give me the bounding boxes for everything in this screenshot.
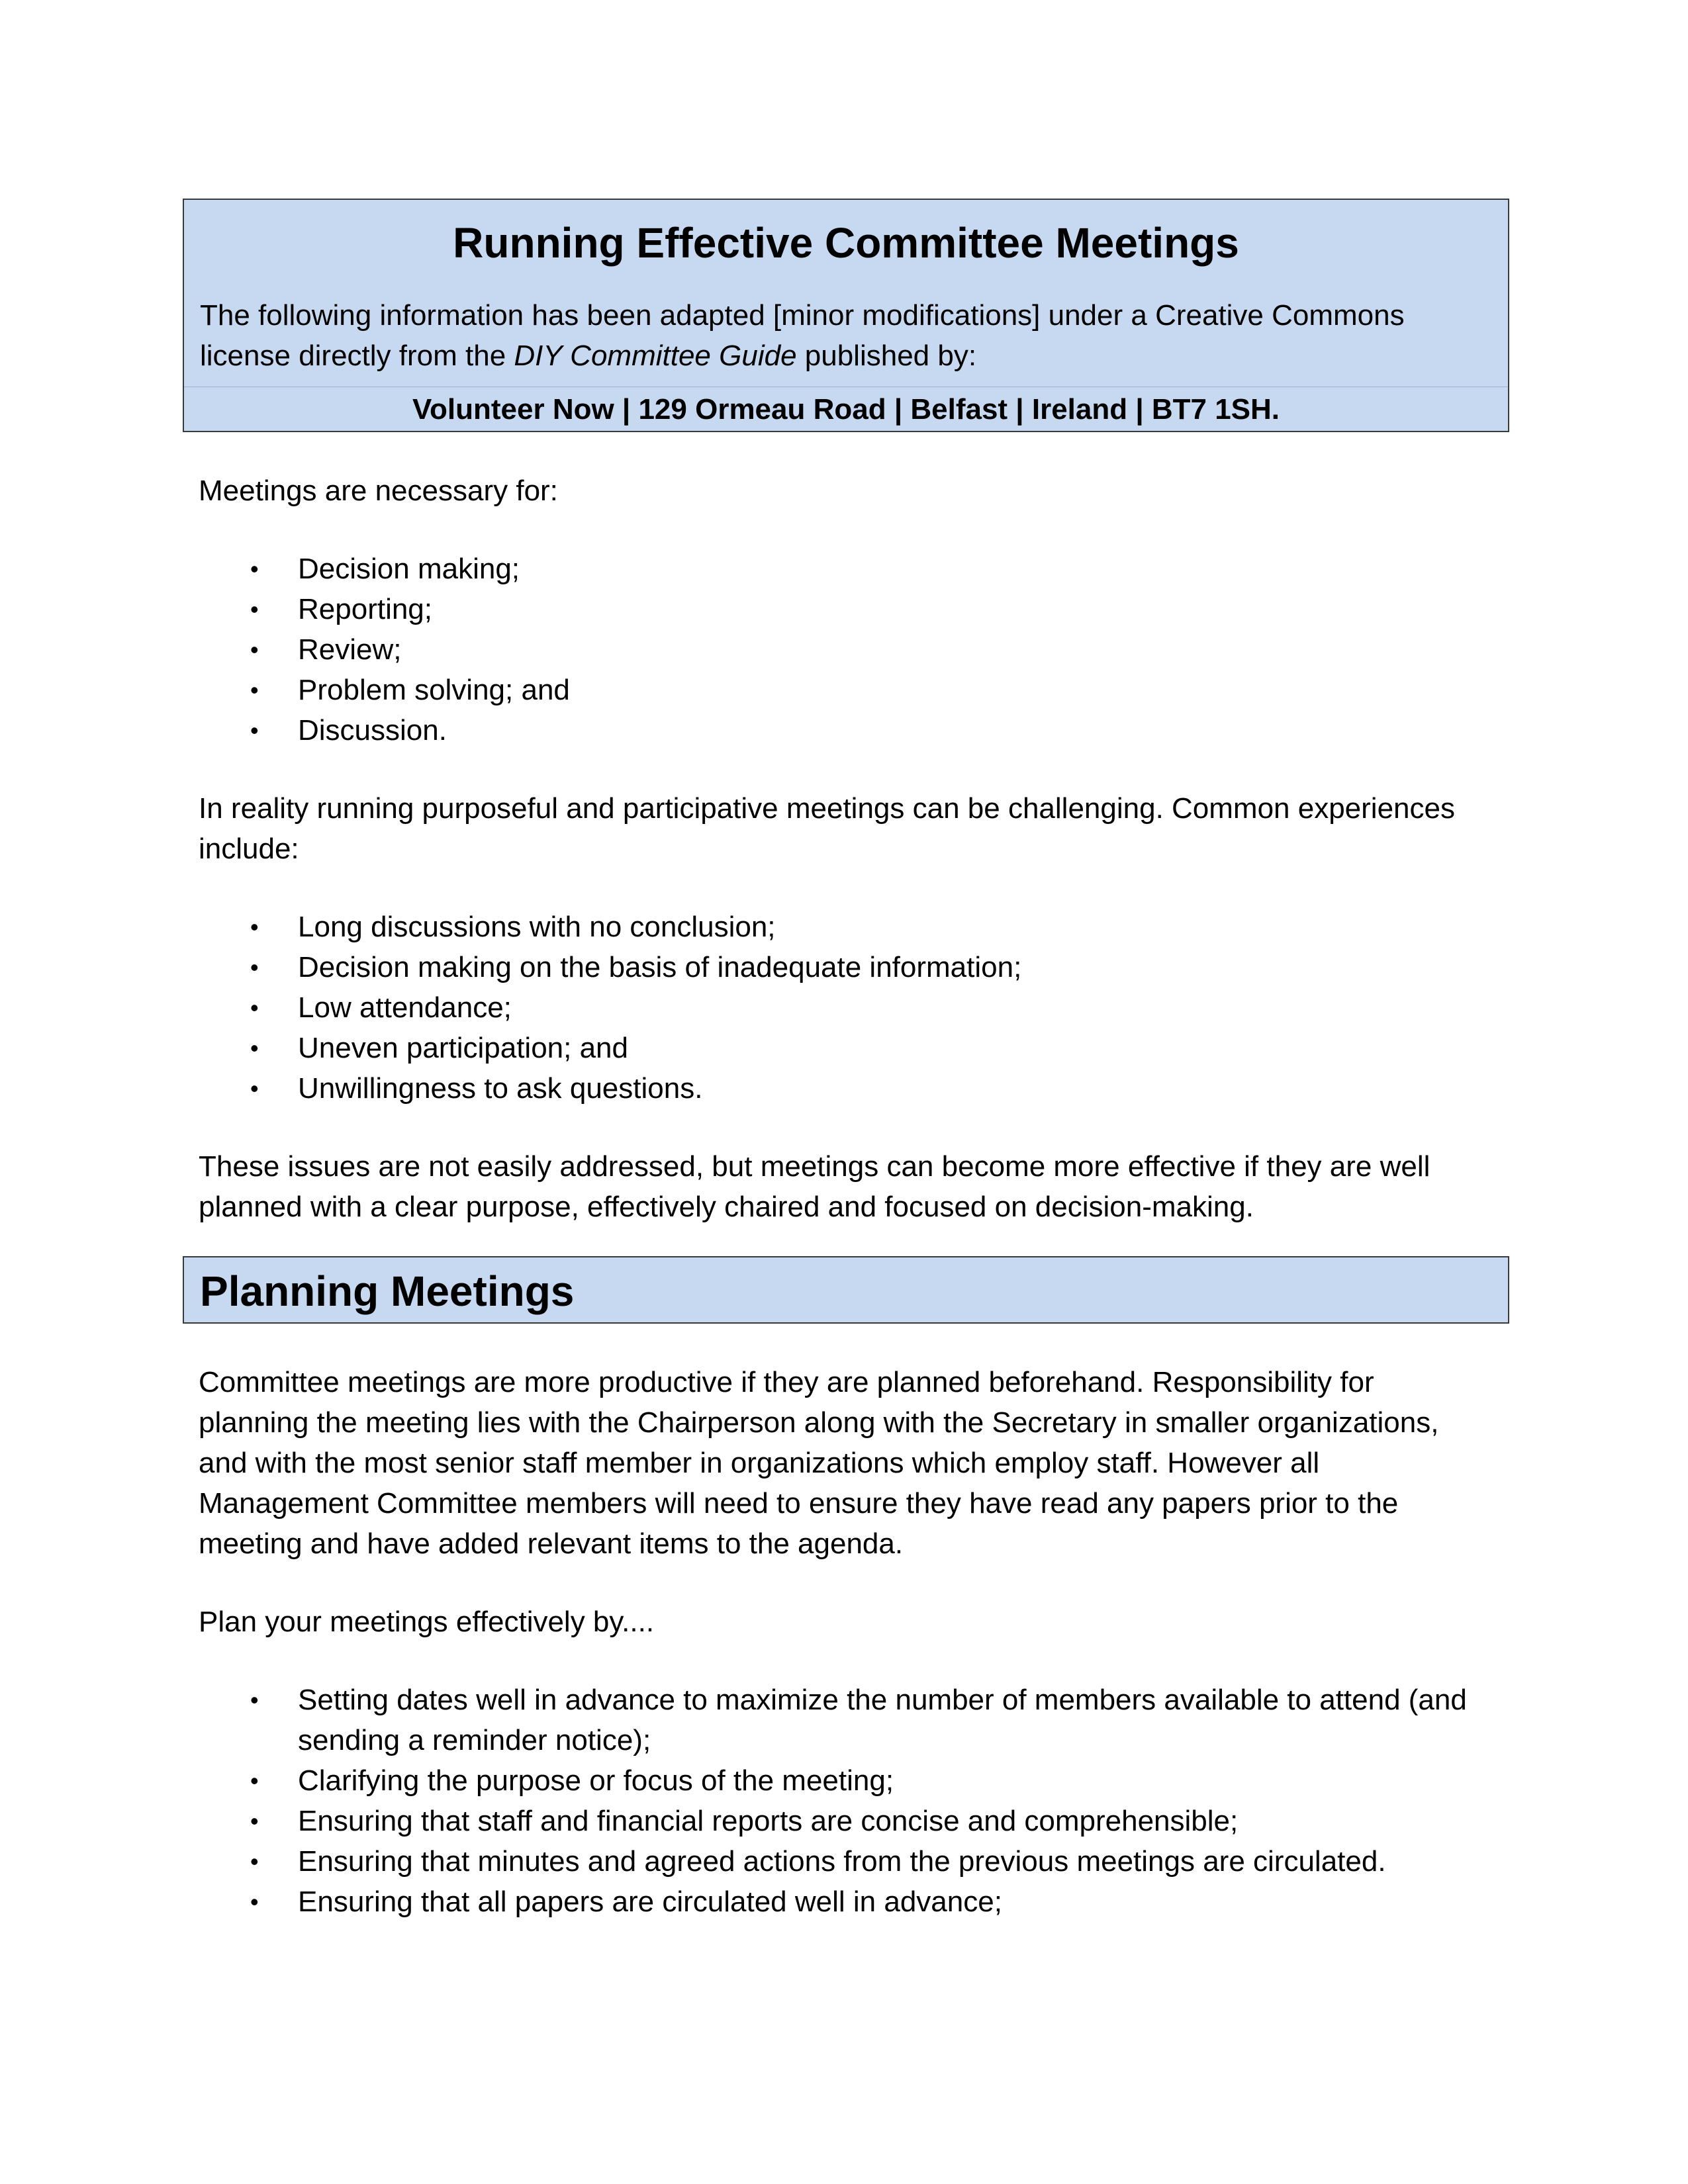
planning-heading-box	[183, 1256, 1509, 1324]
reality-paragraph: In reality running purposeful and participative meetings can be challenging. Common experiences include:	[199, 792, 1455, 865]
bullet-icon: •	[250, 1686, 259, 1713]
list-item-text: Setting dates well in advance to maximize the number of members available to attend (and sending a reminder notice);	[298, 1684, 1467, 1756]
list-item	[199, 1028, 1491, 1068]
list-item-text: Low attendance;	[298, 991, 512, 1024]
list-item-text: Decision making on the basis of inadequate information;	[298, 951, 1022, 983]
section-intro	[183, 471, 1507, 1227]
list-item-text: Ensuring that minutes and agreed actions from the previous meetings are circulated.	[298, 1845, 1386, 1878]
list-item	[199, 710, 1491, 751]
bullet-icon: •	[250, 1848, 259, 1875]
document-title: Running Effective Committee Meetings	[453, 219, 1239, 267]
planning-paragraph: Committee meetings are more productive if they are planned beforehand. Responsibility for planning the meeting lies with the Chairperson along with the Secretary in smaller organizations, and with the most senior staff member in organizations which employ staff. However all Management Committee members will need to ensure they have read any papers prior to the meeting and have added relevant items to the agenda.	[199, 1366, 1439, 1560]
bullet-icon: •	[250, 1075, 259, 1102]
bullet-icon: •	[250, 596, 259, 623]
bullet-icon: •	[250, 1807, 259, 1835]
list-item-text: Review;	[298, 633, 402, 666]
planning-lead: Plan your meetings effectively by....	[199, 1606, 655, 1638]
title-box	[183, 199, 1509, 432]
title-box-top	[184, 200, 1508, 387]
list-item	[199, 1841, 1491, 1882]
list-item	[199, 907, 1491, 947]
list-item	[199, 629, 1491, 670]
bullet-icon: •	[250, 954, 259, 981]
intro-text-end: published by:	[796, 340, 977, 372]
list-item	[199, 549, 1491, 589]
list-item	[199, 1680, 1491, 1760]
experiences-list	[199, 907, 1491, 1109]
list-item-text: Discussion.	[298, 714, 447, 747]
list-item	[199, 947, 1491, 987]
conclusion-paragraph: These issues are not easily addressed, but meetings can become more effective if they are well planned with a clear purpose, effectively chaired and focused on decision-making.	[199, 1150, 1430, 1223]
bullet-icon: •	[250, 1034, 259, 1062]
list-item-text: Uneven participation; and	[298, 1032, 628, 1064]
bullet-icon: •	[250, 555, 259, 582]
purposes-list	[199, 549, 1491, 751]
list-item-text: Problem solving; and	[298, 674, 570, 706]
bullet-icon: •	[250, 994, 259, 1021]
bullet-icon: •	[250, 717, 259, 744]
intro-text-start: The following information has been adapted [minor modifications] under a Creative Commons license directly from the	[200, 299, 1405, 372]
planning-heading: Planning Meetings	[200, 1267, 575, 1315]
list-item	[199, 1760, 1491, 1801]
document-page	[183, 199, 1507, 1922]
list-item-text: Clarifying the purpose or focus of the meeting;	[298, 1764, 894, 1797]
list-item	[199, 987, 1491, 1028]
list-item	[199, 1882, 1491, 1922]
guide-name: DIY Committee Guide	[514, 340, 797, 372]
bullet-icon: •	[250, 636, 259, 663]
list-item-text: Decision making;	[298, 553, 520, 585]
bullet-icon: •	[250, 1767, 259, 1794]
section-planning	[183, 1362, 1507, 1922]
list-item	[199, 670, 1491, 710]
bullet-icon: •	[250, 1888, 259, 1915]
list-item-text: Unwillingness to ask questions.	[298, 1072, 703, 1105]
list-item-text: Reporting;	[298, 593, 433, 625]
list-item-text: Ensuring that all papers are circulated well in advance;	[298, 1886, 1002, 1918]
bullet-icon: •	[250, 676, 259, 704]
intro-text	[200, 295, 1492, 376]
planning-steps-list	[199, 1680, 1491, 1922]
publisher-line: Volunteer Now | 129 Ormeau Road | Belfast | Ireland | BT7 1SH.	[412, 393, 1280, 426]
list-item	[199, 1068, 1491, 1109]
bullet-icon: •	[250, 913, 259, 940]
list-item-text: Ensuring that staff and financial reports are concise and comprehensible;	[298, 1805, 1239, 1837]
list-item	[199, 1801, 1491, 1841]
list-item	[199, 589, 1491, 629]
necessary-lead: Meetings are necessary for:	[199, 475, 558, 507]
list-item-text: Long discussions with no conclusion;	[298, 911, 776, 943]
